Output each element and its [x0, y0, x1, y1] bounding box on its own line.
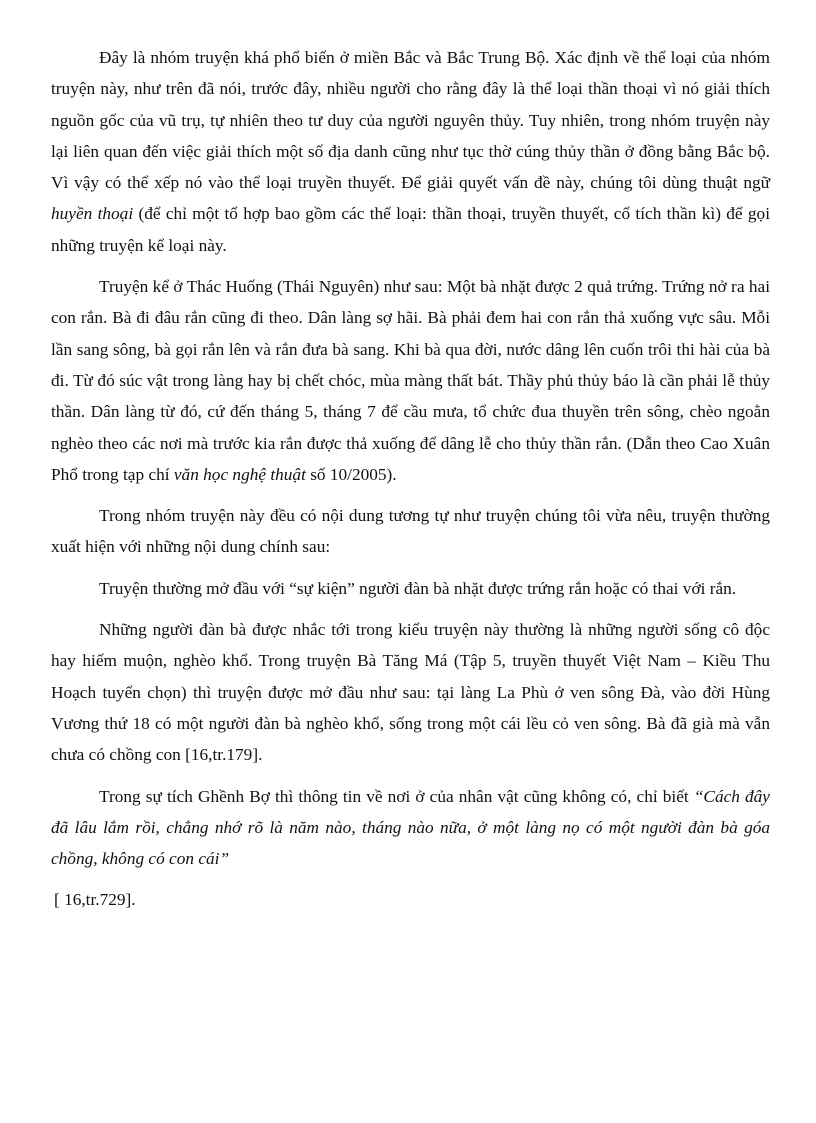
paragraph-5: Những người đàn bà được nhắc tới trong kiểu truyện này thường là những người sống cô độc hay hiếm muộn, nghèo khổ. Trong truyện Bà Tăng Má (Tập 5, truyền thuyết Việt Nam – Kiều Thu Hoạch tuyển chọn) thì truyện được mở đầu như sau: tại làng La Phù ở ven sông Đà, vào đời Hùng Vương thứ 18 có một người đàn bà nghèo khổ, sống trong một cái lều cỏ ven sông. Bà đã già mà vẫn chưa có chồng con [16,tr.179].: [51, 620, 770, 765]
paragraph-1-term-italic: huyền thoại: [51, 204, 134, 224]
citation-reference: [ 16,tr.729].: [54, 890, 136, 910]
paragraph-2: [51, 271, 770, 490]
paragraph-4: Truyện thường mở đầu với “sự kiện” người đàn bà nhặt được trứng rắn hoặc có thai với rắn.: [99, 578, 737, 598]
paragraph-1: [51, 42, 770, 261]
paragraph-6-quote-italic: “Cách đây đã lâu lắm rồi, chẳng nhớ rõ là năm nào, tháng nào nữa, ở một làng nọ có một người đàn bà góa chồng, không có con cái”: [51, 786, 770, 869]
document-page: [51, 42, 770, 926]
paragraph-6: [51, 781, 770, 875]
paragraph-2-journal-italic: văn học nghệ thuật: [173, 464, 306, 484]
paragraph-2-text-b: số 10/2005).: [305, 464, 397, 484]
paragraph-3: Trong nhóm truyện này đều có nội dung tương tự như truyện chúng tôi vừa nêu, truyện thường xuất hiện với những nội dung chính sau:: [51, 506, 770, 557]
paragraph-1-text-b: (để chỉ một tổ hợp bao gồm các thể loại: thần thoại, truyền thuyết, cổ tích thần kì) để gọi những truyện kể loại này.: [51, 204, 771, 255]
paragraph-1-text-a: Đây là nhóm truyện khá phổ biến ở miền Bắc và Bắc Trung Bộ. Xác định về thể loại của nhóm truyện này, như trên đã nói, trước đây, nhiều người cho rằng đây là thể loại thần thoại vì nó giải thích nguồn gốc của vũ trụ, tự nhiên theo tư duy của người nguyên thủy. Tuy nhiên, trong nhóm truyện này lại liên quan đến việc giải thích một số địa danh cũng như tục thờ cúng thủy thần ở đồng bằng Bắc bộ. Vì vậy có thể xếp nó vào thể loại truyền thuyết. Để giải quyết vấn đề này, chúng tôi dùng thuật ngữ: [51, 48, 770, 193]
paragraph-2-text-a: Truyện kể ở Thác Huống (Thái Nguyên) như sau: Một bà nhặt được 2 quả trứng. Trứng nở ra hai con rắn. Bà đi đâu rắn cũng đi theo. Dân làng sợ hãi. Bà phải đem hai con rắn thả xuống vực sâu. Mỗi lần sang sông, bà gọi rắn lên và rắn đưa bà sang. Khi bà qua đời, nước dâng lên cuốn trôi thi hài của bà đi. Từ đó súc vật trong làng hay bị chết chóc, mùa màng thất bát. Thầy phủ thủy báo là cần phải lễ thủy thần. Dân làng từ đó, cứ đến tháng 5, tháng 7 để cầu mưa, tổ chức đua thuyền trên sông, chèo ngoằn nghèo theo các nơi mà trước kia rắn được thả xuống để dâng lễ cho thủy thần rắn. (Dẫn theo Cao Xuân Phổ trong tạp chí: [51, 277, 770, 484]
paragraph-6-text-a: Trong sự tích Ghềnh Bợ thì thông tin về nơi ở của nhân vật cũng không có, chỉ biết: [99, 786, 694, 806]
